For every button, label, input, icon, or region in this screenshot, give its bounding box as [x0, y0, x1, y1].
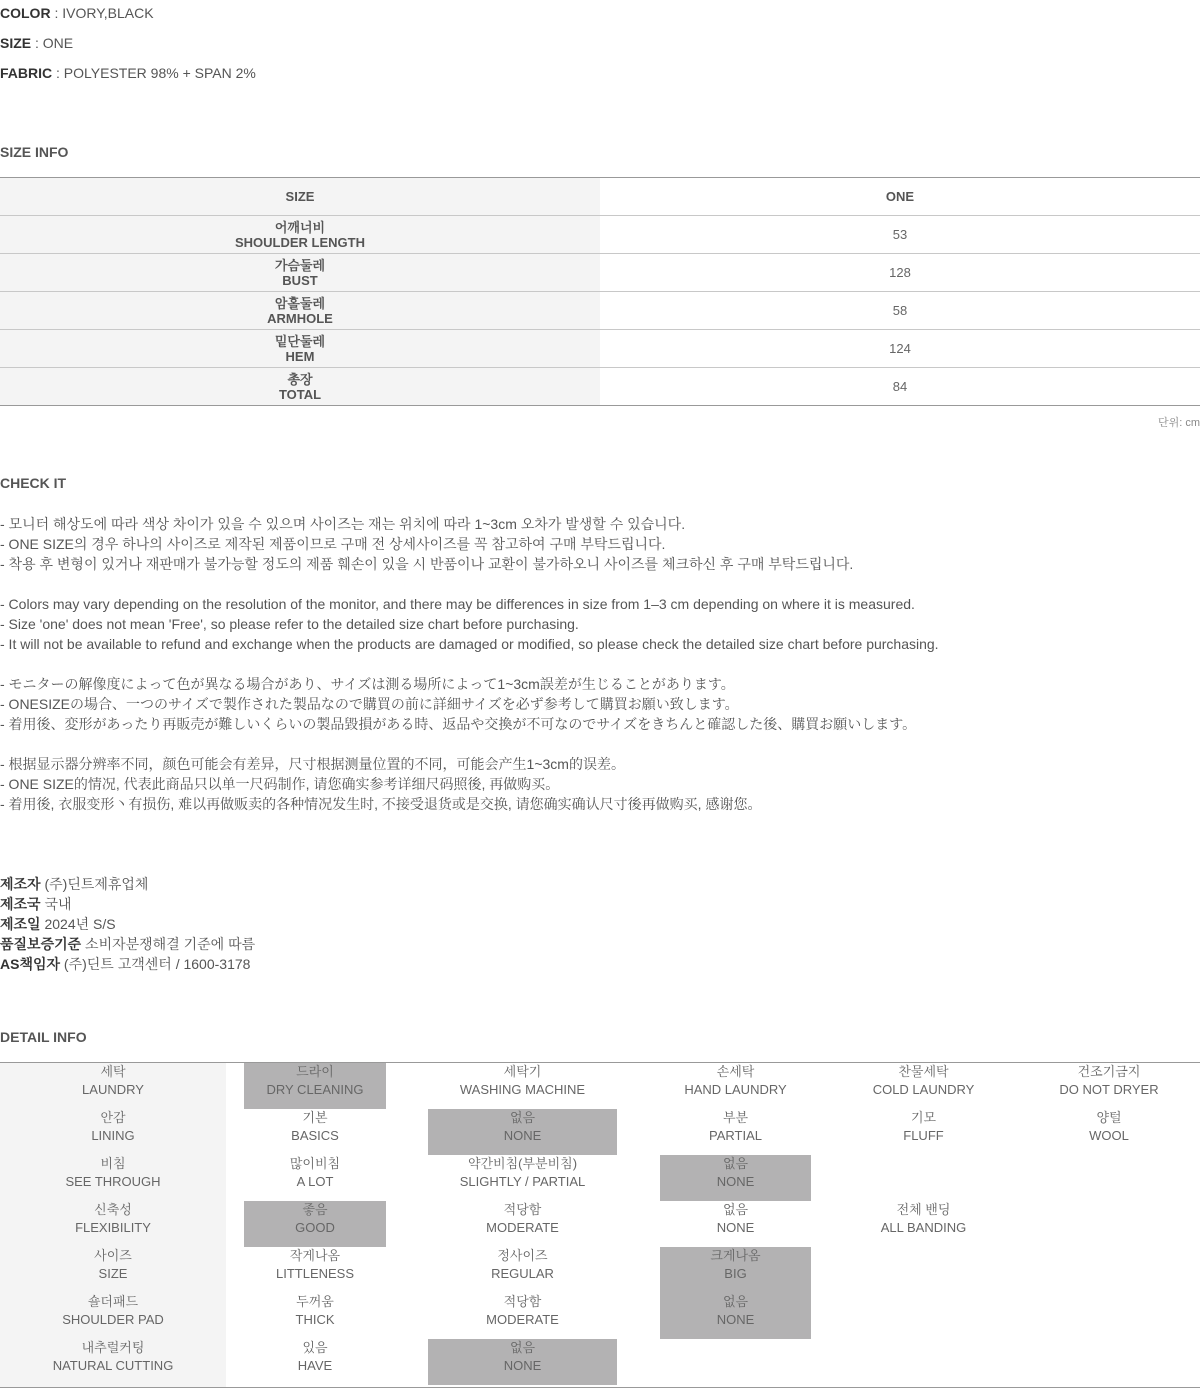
note-gap [0, 574, 939, 594]
fabric-value: : POLYESTER 98% + SPAN 2% [52, 65, 256, 81]
note-line: - Colors may vary depending on the resolution of the monitor, and there may be differences in size from 1–3 cm depending on where it is measured. [0, 596, 915, 612]
detail-text-en: NONE [503, 1358, 542, 1373]
detail-text-kr: 적당함 [503, 1294, 542, 1309]
detail-text-en: WOOL [1089, 1128, 1129, 1143]
detail-text-kr: 없음 [722, 1202, 749, 1217]
detail-text-en: MODERATE [486, 1220, 559, 1235]
detail-option [660, 1109, 811, 1155]
detail-text-kr: 부분 [722, 1110, 749, 1125]
detail-text-en: NATURAL CUTTING [52, 1358, 174, 1373]
measure-label-en: TOTAL [278, 386, 322, 402]
detail-text-en: GOOD [295, 1220, 335, 1235]
detail-option-selected [660, 1247, 811, 1293]
detail-text-en: SIZE [98, 1266, 128, 1281]
detail-text-en: LAUNDRY [82, 1082, 144, 1097]
detail-text-en: NONE [716, 1312, 755, 1327]
size-table-header [0, 178, 1200, 216]
manufacturer-label: 품질보증기준 [0, 936, 82, 952]
detail-text-kr: 양털 [1096, 1110, 1122, 1125]
detail-text-en: PARTIAL [709, 1128, 762, 1143]
note-line: - 착용 후 변형이 있거나 재판매가 불가능할 정도의 제품 훼손이 있을 시 반품이나 교환이 불가하오니 사이즈를 체크하신 후 구매 부탁드립니다. [0, 556, 854, 572]
detail-text-kr: 정사이즈 [497, 1248, 548, 1263]
detail-text-kr: 찬물세탁 [898, 1064, 949, 1079]
size-value: : ONE [31, 35, 74, 51]
color-label: COLOR [0, 5, 51, 21]
note-line: - モニターの解像度によって色が異なる場合があり、サイズは測る場所によって1~3cm誤差が生じることがあります。 [0, 676, 735, 692]
note-line: - 根据显示器分辨率不同，颜色可能会有差异，尺寸根据测量位置的不同，可能会产生1~3cm的误差。 [0, 756, 625, 772]
detail-text-kr: 두꺼움 [296, 1294, 334, 1309]
detail-text-kr: 비침 [100, 1156, 126, 1171]
detail-text-kr: 기모 [910, 1110, 937, 1125]
detail-option-selected [244, 1201, 386, 1247]
detail-option [428, 1155, 617, 1201]
measure-label-kr: 암홀둘레 [274, 295, 326, 311]
manufacturer-value: (주)딘트 고객센터 / 1600-3178 [60, 956, 251, 972]
detail-text-en: ALL BANDING [880, 1220, 967, 1235]
detail-text-kr: 작게나옴 [289, 1248, 341, 1263]
detail-row-label [0, 1155, 226, 1201]
detail-option [244, 1247, 386, 1293]
fabric-label: FABRIC [0, 65, 53, 81]
note-line: - ONE SIZE的情况, 代表此商品只以单一尺码制作, 请您确实参考详细尺码照後, 再做购买。 [0, 776, 560, 792]
detail-text-kr: 없음 [509, 1340, 536, 1355]
measure-label-kr: 총장 [287, 371, 313, 387]
manufacturer-label: 제조일 [0, 916, 41, 932]
detail-text-kr: 없음 [722, 1156, 749, 1171]
measure-value: 58 [600, 292, 1200, 330]
note-line: - 着用後, 衣服变形丶有损伤, 难以再做贩卖的各种情况发生时, 不接受退货或是交换, 请您确实确认尺寸後再做购买, 感谢您。 [0, 796, 762, 812]
detail-text-en: FLEXIBILITY [75, 1220, 151, 1235]
detail-option [829, 1201, 1018, 1247]
detail-text-kr: 신축성 [94, 1202, 132, 1217]
detail-text-en: MODERATE [486, 1312, 559, 1327]
table-row [0, 368, 1200, 406]
detail-text-en: REGULAR [491, 1266, 554, 1281]
detail-text-en: NONE [503, 1128, 542, 1143]
table-row [0, 330, 1200, 368]
detail-text-kr: 약간비침(부분비침) [467, 1156, 578, 1171]
detail-text-en: BASICS [291, 1128, 339, 1143]
detail-text-en: FLUFF [903, 1128, 944, 1143]
detail-option [1018, 1063, 1200, 1109]
manufacturer-info [0, 874, 255, 974]
detail-text-kr: 손세탁 [716, 1064, 755, 1079]
size-header-value: ONE [600, 178, 1200, 216]
detail-text-kr: 내추럴커팅 [81, 1340, 145, 1355]
note-gap [0, 734, 939, 754]
measure-value: 84 [600, 368, 1200, 406]
detail-text-kr: 없음 [722, 1294, 749, 1309]
detail-option [660, 1063, 811, 1109]
detail-text-en: NONE [716, 1174, 755, 1189]
detail-option [829, 1109, 1018, 1155]
detail-info-heading: DETAIL INFO [0, 1029, 87, 1045]
note-line: - Size 'one' does not mean 'Free', so please refer to the detailed size chart before purchasing. [0, 616, 579, 632]
detail-text-en: DRY CLEANING [266, 1082, 364, 1097]
size-info-heading: SIZE INFO [0, 144, 69, 160]
size-table [0, 177, 1200, 406]
detail-option-selected [428, 1109, 617, 1155]
detail-text-en: WASHING MACHINE [459, 1082, 586, 1097]
detail-row-label [0, 1247, 226, 1293]
detail-text-kr: 세탁기 [503, 1064, 542, 1079]
detail-text-en: HAVE [297, 1358, 333, 1373]
manufacturer-label: AS책임자 [0, 956, 61, 972]
detail-option-selected [660, 1293, 811, 1339]
unit-note: 단위: cm [1157, 417, 1200, 429]
detail-option [244, 1339, 386, 1385]
table-row [0, 254, 1200, 292]
detail-option-selected [660, 1155, 811, 1201]
detail-option [660, 1201, 811, 1247]
measure-label [0, 292, 600, 330]
detail-row-label [0, 1339, 226, 1385]
manufacturer-line [0, 954, 255, 974]
size-label: SIZE [0, 35, 32, 51]
detail-option [244, 1293, 386, 1339]
color-value: : IVORY,BLACK [50, 5, 154, 21]
detail-text-en: DO NOT DRYER [1059, 1082, 1159, 1097]
detail-text-en: NONE [716, 1220, 755, 1235]
detail-text-kr: 기본 [302, 1110, 328, 1125]
measure-value: 53 [600, 216, 1200, 254]
detail-option [428, 1293, 617, 1339]
detail-option [428, 1063, 617, 1109]
measure-label [0, 254, 600, 292]
manufacturer-line [0, 934, 255, 954]
detail-row-label [0, 1293, 226, 1339]
manufacturer-line [0, 874, 255, 894]
detail-text-kr: 숄더패드 [87, 1294, 139, 1309]
measure-label [0, 216, 600, 254]
detail-text-en: SLIGHTLY / PARTIAL [459, 1174, 586, 1189]
size-header-label: SIZE [0, 178, 600, 216]
measure-label-en: ARMHOLE [267, 310, 333, 326]
measure-label-en: BUST [282, 272, 318, 288]
note-gap [0, 654, 939, 674]
table-row [0, 292, 1200, 330]
detail-option [428, 1201, 617, 1247]
color-info [0, 5, 154, 21]
detail-row-label [0, 1063, 226, 1109]
detail-row-label [0, 1109, 226, 1155]
check-it-notes [0, 514, 939, 814]
detail-option-selected [244, 1063, 386, 1109]
measure-label-kr: 어깨너비 [274, 219, 326, 235]
measure-label-kr: 가슴둘레 [274, 257, 326, 273]
measure-value: 128 [600, 254, 1200, 292]
fabric-info [0, 65, 256, 81]
detail-text-kr: 없음 [509, 1110, 536, 1125]
detail-text-kr: 사이즈 [94, 1248, 132, 1263]
detail-text-kr: 있음 [302, 1340, 328, 1355]
detail-option [244, 1109, 386, 1155]
detail-text-kr: 많이비침 [289, 1156, 341, 1171]
detail-text-kr: 적당함 [503, 1202, 542, 1217]
detail-text-kr: 좋음 [302, 1202, 328, 1217]
manufacturer-label: 제조국 [0, 896, 41, 912]
detail-option [428, 1247, 617, 1293]
measure-value: 124 [600, 330, 1200, 368]
detail-text-kr: 건조기금지 [1077, 1064, 1141, 1079]
note-line: - 着用後、変形があったり再販売が難しいくらいの製品毀損がある時、返品や交換が不可なのでサイズをきちんと確認した後、購買お願いします。 [0, 716, 917, 732]
detail-option-selected [428, 1339, 617, 1385]
detail-text-en: SEE THROUGH [65, 1174, 161, 1189]
measure-label-en: HEM [285, 348, 315, 364]
detail-text-en: BIG [724, 1266, 747, 1281]
detail-text-en: HAND LAUNDRY [684, 1082, 787, 1097]
manufacturer-value: 소비자분쟁해결 기준에 따름 [81, 936, 256, 952]
detail-text-en: LITTLENESS [275, 1266, 355, 1281]
size-info-line [0, 35, 73, 51]
detail-text-kr: 세탁 [100, 1064, 126, 1079]
note-line: - ONESIZEの場合、一つのサイズで製作された製品なので購買の前に詳細サイズを必ず参考して購買お願い致します。 [0, 696, 739, 712]
measure-label [0, 368, 600, 406]
measure-label [0, 330, 600, 368]
measure-label-en: SHOULDER LENGTH [235, 234, 365, 250]
detail-text-en: SHOULDER PAD [62, 1312, 164, 1327]
detail-text-kr: 크게나옴 [710, 1248, 761, 1263]
detail-text-kr: 드라이 [296, 1064, 334, 1079]
detail-info-table [0, 1062, 1200, 1388]
manufacturer-value: 국내 [40, 896, 72, 912]
detail-text-en: LINING [91, 1128, 135, 1143]
detail-text-en: COLD LAUNDRY [872, 1082, 975, 1097]
detail-option [1018, 1109, 1200, 1155]
check-it-heading: CHECK IT [0, 475, 67, 491]
detail-option [244, 1155, 386, 1201]
detail-text-en: THICK [295, 1312, 335, 1327]
note-line: - 모니터 해상도에 따라 색상 차이가 있을 수 있으며 사이즈는 재는 위치에 따라 1~3cm 오차가 발생할 수 있습니다. [0, 516, 686, 532]
detail-text-en: A LOT [296, 1174, 334, 1189]
note-line: - ONE SIZE의 경우 하나의 사이즈로 제작된 제품이므로 구매 전 상세사이즈를 꼭 참고하여 구매 부탁드립니다. [0, 536, 666, 552]
detail-option [829, 1063, 1018, 1109]
manufacturer-line [0, 894, 255, 914]
measure-label-kr: 밑단둘레 [274, 333, 326, 349]
note-line: - It will not be available to refund and exchange when the products are damaged or modified, so please check the detailed size chart before purchasing. [0, 636, 939, 652]
manufacturer-value: (주)딘트제휴업체 [40, 876, 149, 892]
table-row [0, 216, 1200, 254]
detail-text-kr: 안감 [100, 1110, 126, 1125]
detail-row-label [0, 1201, 226, 1247]
manufacturer-label: 제조자 [0, 876, 41, 892]
manufacturer-line [0, 914, 255, 934]
manufacturer-value: 2024년 S/S [40, 916, 116, 932]
detail-text-kr: 전체 밴딩 [896, 1202, 951, 1217]
